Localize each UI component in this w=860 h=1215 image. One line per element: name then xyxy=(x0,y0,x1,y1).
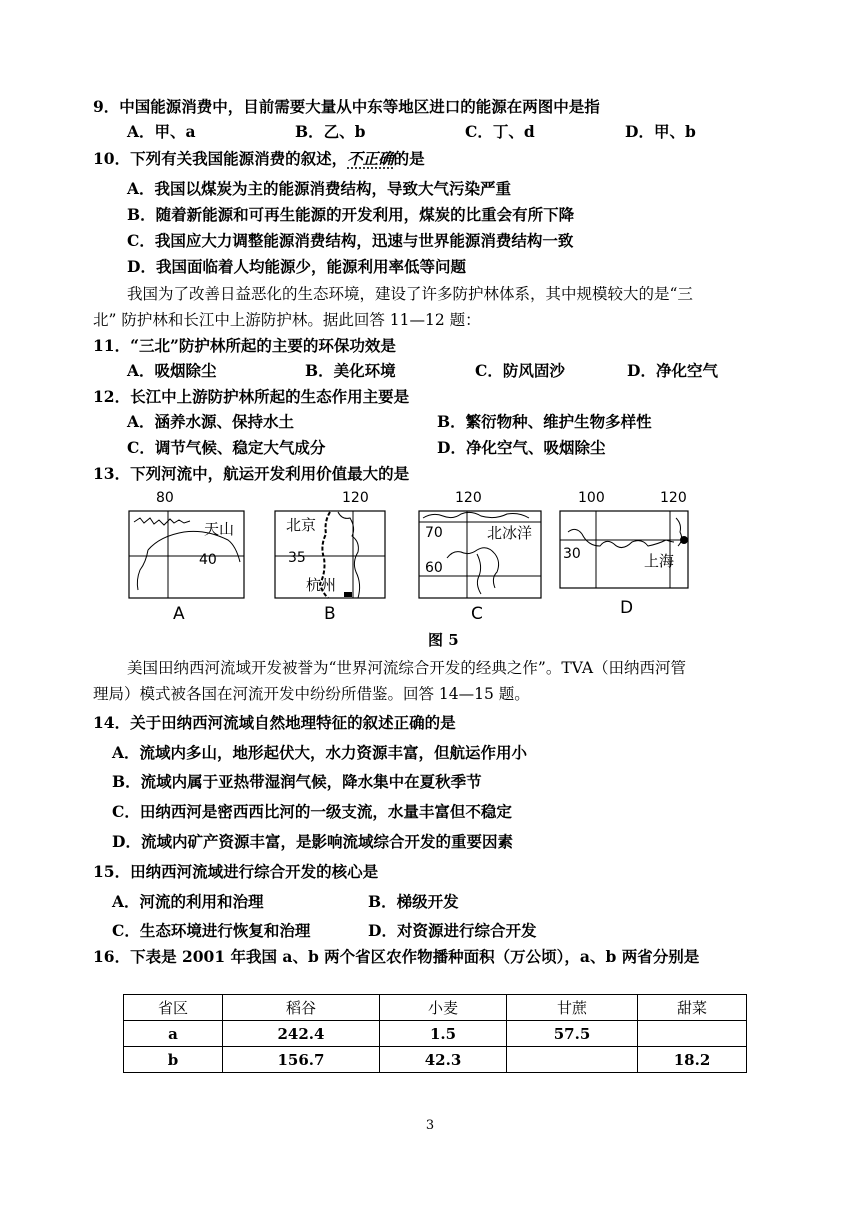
table-header-sugarbeet: 甜菜 xyxy=(638,995,747,1021)
q11-option-d: D．净化空气 xyxy=(627,361,718,380)
table-header-sugarcane: 甘蔗 xyxy=(507,995,638,1021)
map-a-place: 天山 xyxy=(204,520,235,538)
map-a-longitude: 80 xyxy=(156,490,174,506)
question-16: 16．下表是 2001 年我国 a、b 两个省区农作物播种面积（万公顷），a、b 两省分别是 xyxy=(93,947,700,966)
q10-option-b: B．随着新能源和可再生能源的开发利用，煤炭的比重会有所下降 xyxy=(127,205,575,224)
q12-option-a: A．涵养水源、保持水土 xyxy=(127,412,295,431)
table-cell: 18.2 xyxy=(638,1047,747,1073)
table-cell: 1.5 xyxy=(380,1021,507,1047)
q11-option-a: A．吸烟除尘 xyxy=(127,361,217,380)
table-header-row xyxy=(124,995,747,1021)
q10-stem-before: 10．下列有关我国能源消费的叙述， xyxy=(93,149,348,168)
intro-11-12-line1: 我国为了改善日益恶化的生态环境，建设了许多防护林体系，其中规模较大的是“三 xyxy=(127,285,693,303)
map-b-letter: B xyxy=(324,604,336,624)
table-header-wheat: 小麦 xyxy=(380,995,507,1021)
question-9: 9．中国能源消费中，目前需要大量从中东等地区进口的能源在两图中是指 xyxy=(93,97,600,116)
q14-option-b: B．流域内属于亚热带湿润气候，降水集中在夏秋季节 xyxy=(112,772,482,791)
table-cell: 57.5 xyxy=(507,1021,638,1047)
figure-caption: 图 5 xyxy=(428,631,459,649)
q10-stem-emphasis: 不正确 xyxy=(347,149,394,168)
table-cell: 156.7 xyxy=(223,1047,380,1073)
map-d-longitude-100: 100 xyxy=(578,490,605,506)
question-15: 15．田纳西河流域进行综合开发的核心是 xyxy=(93,862,379,881)
map-d-place: 上海 xyxy=(644,552,675,570)
q9-option-a: A．甲、a xyxy=(127,122,196,141)
crop-area-table xyxy=(123,994,747,1073)
table-cell xyxy=(507,1047,638,1073)
intro-11-12-line2: 北” 防护林和长江中上游防护林。据此回答 11—12 题： xyxy=(93,311,481,329)
map-d-longitude-120: 120 xyxy=(660,490,687,506)
table-row xyxy=(124,1021,747,1047)
map-d xyxy=(556,488,696,623)
map-b-place-beijing: 北京 xyxy=(286,516,317,534)
map-c-letter: C xyxy=(471,604,483,624)
q10-option-d: D．我国面临着人均能源少，能源利用率低等问题 xyxy=(127,257,466,276)
q15-option-a: A．河流的利用和治理 xyxy=(112,892,264,911)
q15-option-d: D．对资源进行综合开发 xyxy=(368,921,537,940)
q12-option-d: D．净化空气、吸烟除尘 xyxy=(437,438,606,457)
map-a xyxy=(120,488,250,623)
map-b-place-hangzhou: 杭州 xyxy=(306,576,337,594)
map-c-latitude-70: 70 xyxy=(425,525,443,541)
intro-14-15-line1: 美国田纳西河流域开发被誉为“世界河流综合开发的经典之作”。TVA（田纳西河管 xyxy=(127,659,687,677)
map-a-latitude: 40 xyxy=(199,552,217,568)
map-a-drawing xyxy=(120,488,250,623)
question-11: 11．“三北”防护林所起的主要的环保功效是 xyxy=(93,336,396,355)
q10-stem-after: 的是 xyxy=(393,149,425,168)
q15-option-b: B．梯级开发 xyxy=(368,892,459,911)
table-cell: a xyxy=(124,1021,223,1047)
table-header-rice: 稻谷 xyxy=(223,995,380,1021)
map-c xyxy=(415,488,545,623)
q14-option-a: A．流域内多山，地形起伏大，水力资源丰富，但航运作用小 xyxy=(112,743,528,762)
map-a-letter: A xyxy=(173,604,185,624)
q9-option-c: C．丁、d xyxy=(465,122,535,141)
map-c-latitude-60: 60 xyxy=(425,560,443,576)
q12-option-c: C．调节气候、稳定大气成分 xyxy=(127,438,326,457)
question-12: 12．长江中上游防护林所起的生态作用主要是 xyxy=(93,387,410,406)
table-cell: 242.4 xyxy=(223,1021,380,1047)
table-header-province: 省区 xyxy=(124,995,223,1021)
question-10 xyxy=(93,148,425,170)
q9-option-d: D．甲、b xyxy=(625,122,696,141)
page-number: 3 xyxy=(425,1118,435,1133)
q12-option-b: B．繁衍物种、维护生物多样性 xyxy=(437,412,652,431)
table-cell xyxy=(638,1021,747,1047)
q14-option-c: C．田纳西河是密西西比河的一级支流，水量丰富但不稳定 xyxy=(112,802,512,821)
q10-option-a: A．我国以煤炭为主的能源消费结构，导致大气污染严重 xyxy=(127,179,512,198)
table-cell: b xyxy=(124,1047,223,1073)
map-d-letter: D xyxy=(620,598,634,618)
map-b-longitude: 120 xyxy=(342,490,369,506)
question-13: 13．下列河流中，航运开发利用价值最大的是 xyxy=(93,464,410,483)
q9-option-b: B．乙、b xyxy=(295,122,366,141)
map-c-longitude: 120 xyxy=(455,490,482,506)
table-row xyxy=(124,1047,747,1073)
map-c-place: 北冰洋 xyxy=(487,524,533,542)
q11-option-c: C．防风固沙 xyxy=(475,361,565,380)
map-d-latitude: 30 xyxy=(563,546,581,562)
question-14: 14．关于田纳西河流域自然地理特征的叙述正确的是 xyxy=(93,713,456,732)
q11-option-b: B．美化环境 xyxy=(305,361,396,380)
q10-option-c: C．我国应大力调整能源消费结构，迅速与世界能源消费结构一致 xyxy=(127,231,574,250)
intro-14-15-line2: 理局）模式被各国在河流开发中纷纷所借鉴。回答 14—15 题。 xyxy=(93,685,530,703)
map-b-latitude: 35 xyxy=(288,550,306,566)
q14-option-d: D．流域内矿产资源丰富，是影响流域综合开发的重要因素 xyxy=(112,832,513,851)
map-c-drawing xyxy=(415,488,545,623)
table-cell: 42.3 xyxy=(380,1047,507,1073)
q15-option-c: C．生态环境进行恢复和治理 xyxy=(112,921,311,940)
map-b xyxy=(270,488,400,623)
